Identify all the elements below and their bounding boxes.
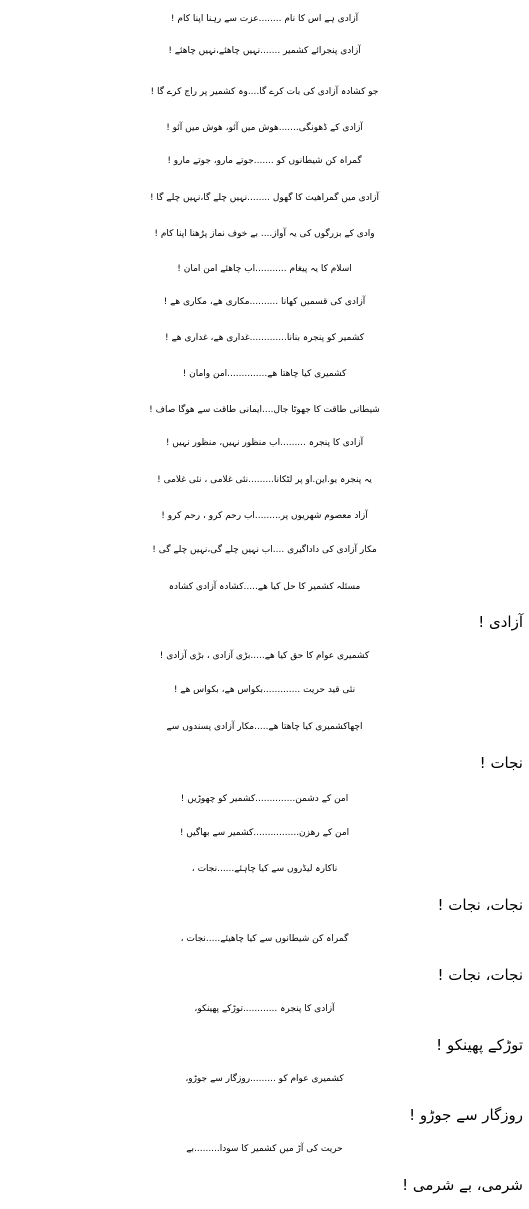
refrain-line: نجات، نجات ! <box>437 896 523 914</box>
refrain-line: آزادی ! <box>478 613 523 631</box>
slogan-line: آزادی کا پنجرہ ............توڑکے پھینکو، <box>194 1004 335 1014</box>
slogan-line: آزادی کا پنجرہ .........اب منظور نہیں، منظور نہیں ! <box>165 438 364 448</box>
refrain-line: توڑکے پھینکو ! <box>436 1036 523 1054</box>
slogan-line: آزادی کی قسمیں کھانا ..........مکاری ھے، مکاری ھے ! <box>163 297 366 307</box>
slogan-line: آزاد معصوم شھریوں پر.........اب رحم کرو ، رحم کرو ! <box>161 511 368 521</box>
slogan-line: کشمیر کو پنجرہ بنانا.............غداری ھے، غداری ھے ! <box>164 333 365 343</box>
slogan-line: شیطانی طاقت کا جھوٹا جال....ایمانی طاقت سے ھوگا صاف ! <box>149 405 380 415</box>
refrain-line: شرمی، بے شرمی ! <box>402 1176 523 1194</box>
slogan-line: یہ پنجرہ یو.این.او پر لٹکانا.........نئی غلامی ، نئی غلامی ! <box>157 475 372 485</box>
slogan-line: نئی قید حریت .............بکواس ھے، بکواس ھے ! <box>173 685 356 695</box>
slogan-line: ناکارہ لیڈروں سے کیا چاہئے......نجات ، <box>191 864 338 874</box>
slogan-line: جو کشادہ آزادی کی بات کرے گا....وہ کشمیر پر راج کرے گا ! <box>150 87 379 97</box>
slogan-line: امن کے دشمن..............کشمیر کو چھوڑیں ! <box>180 794 349 804</box>
slogan-line: مسئلہ کشمیر کا حل کیا ھے.....کشادہ آزادی کشادہ <box>168 582 361 592</box>
slogan-line: اسلام کا یہ پیغام ...........اب چاھئے امن امان ! <box>177 264 352 274</box>
refrain-line: نجات ! <box>479 754 523 772</box>
slogan-line: آزادی پنجرائے کشمیر .......نہیں چاھئے،نہیں چاھئے ! <box>168 46 361 56</box>
slogan-line: آزادی ہے اس کا نام ........عزت سے رہنا اپنا کام ! <box>170 14 359 24</box>
slogan-line: آزادی کے ڈھونگی.......ھوش میں آئو، ھوش میں آئو ! <box>166 123 363 133</box>
refrain-line: روزگار سے جوڑو ! <box>409 1106 523 1124</box>
slogan-line: امن کے رھزن................کشمیر سے بھاگیں ! <box>179 828 350 838</box>
slogan-line: آزادی میں گمراھیت کا گھول ........نہیں چلے گا،نہیں چلے گا ! <box>149 193 380 203</box>
slogan-line: وادی کے بزرگوں کی یہ آواز.... بے خوف نماز پڑھنا اپنا کام ! <box>154 229 375 239</box>
slogan-line: گمراہ کن شیطانوں سے کیا چاھیئے.....نجات ، <box>180 934 349 944</box>
refrain-line: نجات، نجات ! <box>437 966 523 984</box>
slogan-line: کشمیری کیا چاھتا ھے..............امن وامان ! <box>182 369 347 379</box>
slogan-line: مکار آزادی کی داداگیری ....اب نہیں چلے گی،نہیں چلے گی ! <box>152 545 377 555</box>
slogan-line: کشمیری عوام کا حق کیا ھے.....بڑی آزادی ، بڑی آزادی ! <box>159 651 370 661</box>
slogan-line: گمراہ کن شیطانوں کو .......جوتے مارو، جوتے مارو ! <box>167 156 362 166</box>
slogan-line: اچھاکشمیری کیا چاھتا ھے.....مکار آزادی پسندوں سے <box>166 722 363 732</box>
slogan-line: حریت کی آڑ میں کشمیر کا سودا.........بے <box>186 1144 343 1154</box>
slogan-line: کشمیری عوام کو .........روزگار سے جوڑو، <box>185 1074 344 1084</box>
